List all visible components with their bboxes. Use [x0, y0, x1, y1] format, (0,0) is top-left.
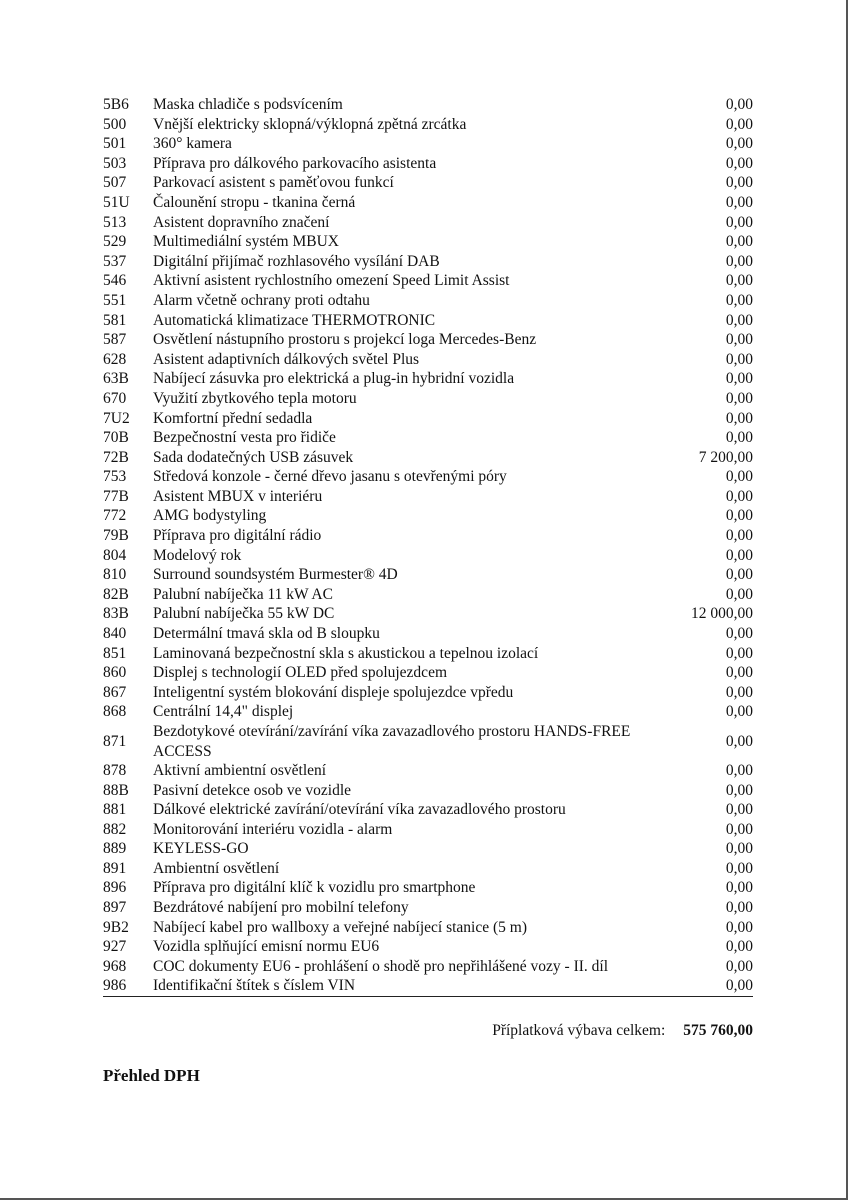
vat-overview-heading: Přehled DPH [103, 1066, 200, 1085]
item-price: 0,00 [725, 664, 753, 682]
total-row [400, 1022, 753, 1040]
item-description: Maska chladiče s podsvícením [153, 96, 343, 113]
item-price: 0,00 [725, 409, 753, 427]
item-price: 0,00 [725, 625, 753, 643]
table-row [103, 213, 753, 233]
item-code: 83B [103, 605, 129, 623]
item-code: 891 [103, 859, 127, 877]
item-code: 587 [103, 331, 127, 349]
table-row [103, 800, 753, 820]
item-description: Vnější elektricky sklopná/výklopná zpětná zrcátka [153, 115, 467, 133]
item-price: 0,00 [643, 976, 753, 996]
item-price: 0,00 [725, 879, 753, 897]
table-row [103, 565, 753, 585]
item-code: 753 [103, 468, 127, 486]
item-price: 0,00 [725, 762, 753, 779]
table-row [103, 115, 753, 135]
item-price: 0,00 [725, 252, 753, 270]
item-description: Aktivní asistent rychlostního omezení Speed Limit Assist [153, 272, 510, 290]
item-price: 0,00 [725, 507, 753, 525]
table-row [103, 663, 753, 683]
table-row [103, 506, 753, 526]
item-price: 0,00 [725, 546, 753, 564]
item-description: Příprava pro dálkového parkovacího asistenta [153, 154, 437, 172]
item-code: 82B [103, 585, 129, 603]
item-description: Pasivní detekce osob ve vozidle [153, 781, 352, 799]
item-price: 0,00 [725, 801, 753, 819]
item-price: 7 200,00 [698, 448, 753, 466]
item-price: 0,00 [725, 703, 753, 721]
table-row [103, 154, 753, 174]
table-row [103, 683, 753, 703]
table-row [103, 448, 753, 468]
item-price: 0,00 [725, 311, 753, 329]
item-description: Asistent dopravního značení [153, 213, 330, 231]
item-description: Bezdotykové otevírání/zavírání víka zavazadlového prostoru HANDS-FREE ACCESS [153, 723, 631, 760]
item-code: 77B [103, 487, 129, 505]
item-code: 9B2 [103, 918, 129, 936]
table-row [103, 898, 753, 918]
item-price: 0,00 [725, 918, 753, 936]
item-description: 360° kamera [153, 135, 232, 153]
item-price: 0,00 [725, 174, 753, 192]
item-code: 670 [103, 389, 127, 407]
table-row [103, 271, 753, 291]
item-code: 70B [103, 429, 129, 447]
table-row [103, 369, 753, 389]
item-price: 0,00 [725, 683, 753, 701]
item-price: 0,00 [725, 350, 753, 368]
item-price: 0,00 [725, 429, 753, 447]
item-price: 0,00 [725, 272, 753, 290]
table-row [103, 722, 753, 761]
table-row [103, 134, 753, 154]
item-code: 867 [103, 683, 127, 701]
item-code: 503 [103, 154, 127, 172]
table-row [103, 193, 753, 213]
item-description: Palubní nabíječka 55 kW DC [153, 605, 335, 623]
item-code: 513 [103, 213, 127, 231]
item-code: 772 [103, 507, 127, 525]
item-description: Dálkové elektrické zavírání/otevírání víka zavazadlového prostoru [153, 801, 566, 819]
item-price: 0,00 [725, 859, 753, 877]
table-row [103, 644, 753, 664]
item-description: Bezdrátové nabíjení pro mobilní telefony [153, 899, 409, 917]
item-description: Příprava pro digitální rádio [153, 527, 322, 545]
item-code: 896 [103, 879, 127, 897]
item-price: 0,00 [725, 115, 753, 133]
item-code: 79B [103, 527, 129, 545]
item-price: 12 000,00 [691, 605, 753, 623]
item-code: 889 [103, 840, 127, 858]
item-description: Determální tmavá skla od B sloupku [153, 625, 380, 643]
total-label: Příplatková výbava celkem: [492, 1022, 666, 1039]
item-description: Příprava pro digitální klíč k vozidlu pro smartphone [153, 879, 476, 897]
item-code: 628 [103, 350, 127, 368]
item-description: Bezpečnostní vesta pro řidiče [153, 429, 336, 447]
table-row [103, 389, 753, 409]
item-code: 871 [103, 732, 127, 750]
total-value: 575 760,00 [683, 1022, 753, 1039]
table-row [103, 350, 753, 370]
item-description: Komfortní přední sedadla [153, 409, 313, 427]
item-code: 546 [103, 272, 127, 290]
table-row [103, 624, 753, 644]
item-description: Surround soundsystém Burmester® 4D [153, 566, 398, 584]
item-description: KEYLESS-GO [153, 840, 249, 858]
item-code: 878 [103, 762, 127, 779]
item-price: 0,00 [725, 585, 753, 603]
item-price: 0,00 [725, 820, 753, 838]
item-code: 507 [103, 174, 127, 192]
item-code: 986 [103, 976, 153, 996]
item-price: 0,00 [725, 732, 753, 750]
table-row [103, 937, 753, 957]
item-price: 0,00 [725, 233, 753, 251]
item-code: 500 [103, 115, 127, 133]
table-row [103, 173, 753, 193]
item-code: 927 [103, 938, 127, 956]
item-code: 868 [103, 703, 127, 721]
table-row [103, 330, 753, 350]
item-description: Využití zbytkového tepla motoru [153, 389, 357, 407]
table-row [103, 820, 753, 840]
item-price: 0,00 [725, 527, 753, 545]
item-description: Monitorování interiéru vozidla - alarm [153, 820, 393, 838]
table-row [103, 702, 753, 722]
item-price: 0,00 [725, 291, 753, 309]
item-description: Nabíjecí kabel pro wallboxy a veřejné nabíjecí stanice (5 m) [153, 918, 527, 936]
table-row [103, 252, 753, 272]
item-description: Palubní nabíječka 11 kW AC [153, 585, 333, 603]
item-code: 72B [103, 448, 129, 466]
item-description: COC dokumenty EU6 - prohlášení o shodě pro nepřihlášené vozy - II. díl [153, 957, 609, 975]
item-description: Displej s technologií OLED před spolujezdcem [153, 664, 448, 682]
item-code: 851 [103, 644, 127, 662]
item-description: Osvětlení nástupního prostoru s projekcí loga Mercedes-Benz [153, 331, 537, 349]
item-description: Modelový rok [153, 546, 242, 564]
item-price: 0,00 [725, 938, 753, 956]
item-price: 0,00 [725, 566, 753, 584]
item-price: 0,00 [725, 213, 753, 231]
item-price: 0,00 [725, 331, 753, 349]
table-row [103, 604, 753, 624]
item-code: 51U [103, 193, 130, 211]
item-price: 0,00 [725, 957, 753, 975]
item-description: Čalounění stropu - tkanina černá [153, 193, 356, 211]
item-code: 840 [103, 625, 127, 643]
item-description: Inteligentní systém blokování displeje spolujezdce vpředu [153, 683, 514, 701]
item-description: Centrální 14,4" displej [153, 703, 294, 721]
item-code: 581 [103, 311, 127, 329]
item-price: 0,00 [725, 135, 753, 153]
table-row [103, 95, 753, 115]
item-description: Automatická klimatizace THERMOTRONIC [153, 311, 436, 329]
item-description: Identifikační štítek s číslem VIN [153, 976, 643, 996]
item-description: Asistent MBUX v interiéru [153, 487, 323, 505]
equipment-table [103, 95, 753, 997]
item-price: 0,00 [725, 840, 753, 858]
item-description: Digitální přijímač rozhlasového vysílání DAB [153, 252, 440, 270]
table-row [103, 232, 753, 252]
table-row [103, 585, 753, 605]
item-price: 0,00 [725, 487, 753, 505]
item-code: 804 [103, 546, 127, 564]
item-price: 0,00 [725, 96, 753, 113]
item-price: 0,00 [725, 193, 753, 211]
item-price: 0,00 [725, 468, 753, 486]
table-row [103, 409, 753, 429]
item-code: 551 [103, 291, 127, 309]
table-row [103, 976, 753, 996]
item-price: 0,00 [725, 781, 753, 799]
item-description: Laminovaná bezpečnostní skla s akustickou a tepelnou izolací [153, 644, 539, 662]
item-code: 881 [103, 801, 127, 819]
table-row [103, 957, 753, 977]
equipment-table-body [103, 95, 753, 996]
item-price: 0,00 [725, 644, 753, 662]
item-code: 7U2 [103, 409, 130, 427]
table-row [103, 781, 753, 801]
item-description: Alarm včetně ochrany proti odtahu [153, 291, 370, 309]
table-row [103, 761, 753, 781]
item-description: AMG bodystyling [153, 507, 267, 525]
item-description: Nabíjecí zásuvka pro elektrická a plug-in hybridní vozidla [153, 370, 515, 388]
table-row [103, 859, 753, 879]
item-description: Multimediální systém MBUX [153, 233, 339, 251]
item-price: 0,00 [725, 899, 753, 917]
item-code: 5B6 [103, 96, 129, 113]
table-row [103, 918, 753, 938]
item-description: Sada dodatečných USB zásuvek [153, 448, 354, 466]
item-price: 0,00 [725, 370, 753, 388]
table-row [103, 526, 753, 546]
item-code: 88B [103, 781, 129, 799]
table-row [103, 878, 753, 898]
table-row [103, 291, 753, 311]
table-row [103, 428, 753, 448]
item-code: 860 [103, 664, 127, 682]
item-description: Ambientní osvětlení [153, 859, 280, 877]
item-price: 0,00 [725, 154, 753, 172]
item-code: 882 [103, 820, 127, 838]
table-row [103, 467, 753, 487]
item-code: 63B [103, 370, 129, 388]
item-code: 968 [103, 957, 127, 975]
table-row [103, 311, 753, 331]
item-description: Aktivní ambientní osvětlení [153, 762, 327, 779]
table-row [103, 839, 753, 859]
item-description: Středová konzole - černé dřevo jasanu s otevřenými póry [153, 468, 507, 486]
table-row [103, 546, 753, 566]
item-code: 537 [103, 252, 127, 270]
table-row [103, 487, 753, 507]
item-code: 501 [103, 135, 127, 153]
item-description: Asistent adaptivních dálkových světel Plus [153, 350, 420, 368]
item-code: 897 [103, 899, 127, 917]
item-description: Vozidla splňující emisní normu EU6 [153, 938, 380, 956]
item-code: 529 [103, 233, 127, 251]
item-price: 0,00 [725, 389, 753, 407]
item-code: 810 [103, 566, 127, 584]
item-description: Parkovací asistent s paměťovou funkcí [153, 174, 394, 192]
